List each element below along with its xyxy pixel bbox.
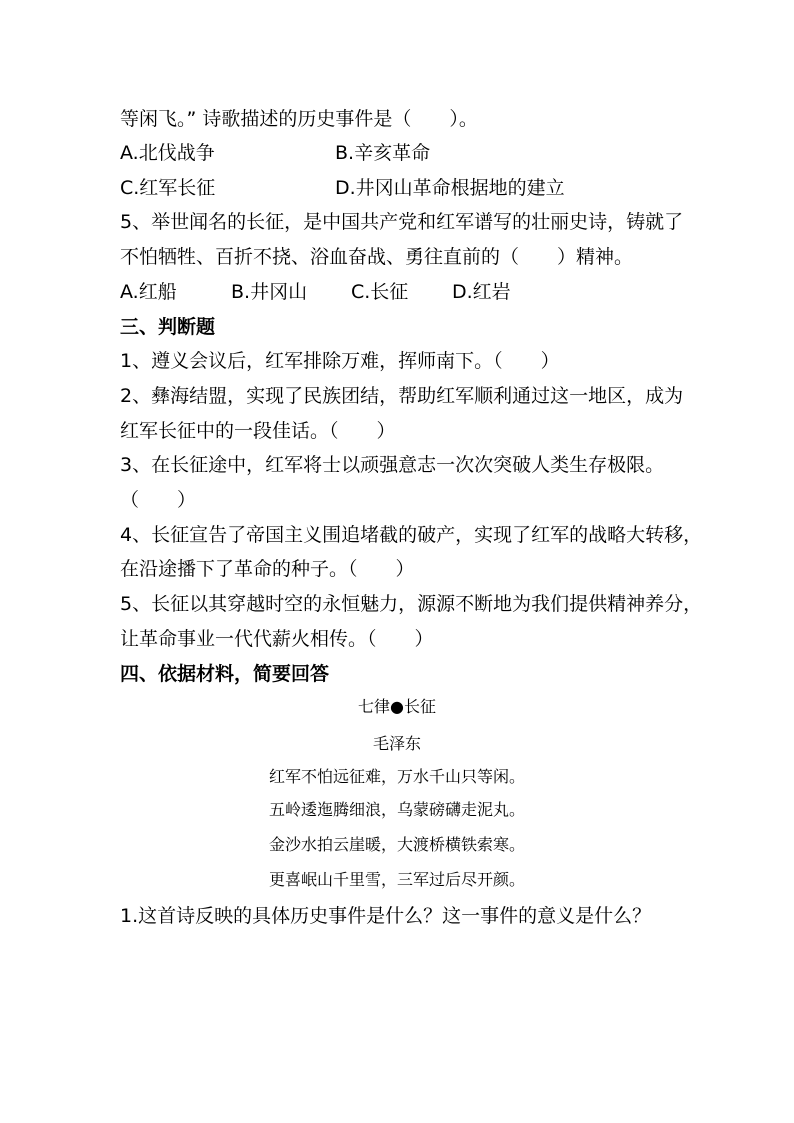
question-continuation: 等闲飞。” 诗歌描述的历史事件是（ ）。 bbox=[120, 108, 478, 130]
answer-question: 1.这首诗反映的具体历史事件是什么？这一事件的意义是什么？ bbox=[120, 905, 652, 927]
judge-item: （ ） bbox=[120, 489, 197, 511]
q5-text-line1: 5、举世闻名的长征，是中国共产党和红军谱写的壮丽史诗，铸就了 bbox=[120, 211, 684, 233]
q5-option-a: A.红船 bbox=[120, 281, 177, 303]
q5-text-line2: 不怕牺牲、百折不挠、浴血奋战、勇往直前的（ ）精神。 bbox=[120, 246, 634, 268]
judge-item: 在沿途播下了革命的种子。（ ） bbox=[120, 558, 415, 580]
judge-item: 1、遵义会议后，红军排除万难，挥师南下。（ ） bbox=[120, 350, 560, 372]
judge-item: 2、彝海结盟，实现了民族团结，帮助红军顺利通过这一地区，成为 bbox=[120, 385, 684, 407]
q4-option-c: C.红军长征 bbox=[120, 177, 216, 199]
poem-line: 金沙水拍云崖暖，大渡桥横铁索寒。 bbox=[268, 835, 525, 854]
section3-heading: 三、判断题 bbox=[120, 316, 216, 338]
poem-line: 五岭逶迤腾细浪，乌蒙磅礴走泥丸。 bbox=[268, 800, 525, 819]
section4-heading: 四、依据材料，简要回答 bbox=[120, 663, 330, 685]
q4-option-b: B.辛亥革命 bbox=[335, 142, 431, 164]
q5-option-d: D.红岩 bbox=[452, 281, 511, 303]
judge-item: 3、在长征途中，红军将士以顽强意志一次次突破人类生存极限。 bbox=[120, 454, 665, 476]
q5-option-b: B.井冈山 bbox=[231, 281, 308, 303]
q4-option-d: D.井冈山革命根据地的建立 bbox=[335, 177, 565, 199]
judge-item: 5、长征以其穿越时空的永恒魅力，源源不断地为我们提供精神养分， bbox=[120, 593, 703, 615]
judge-item: 红军长征中的一段佳话。（ ） bbox=[120, 420, 396, 442]
q5-option-c: C.长征 bbox=[351, 281, 409, 303]
q4-option-a: A.北伐战争 bbox=[120, 142, 215, 164]
judge-item: 4、长征宣告了帝国主义围追堵截的破产，实现了红军的战略大转移， bbox=[120, 524, 703, 546]
judge-item: 让革命事业一代代薪火相传。（ ） bbox=[120, 628, 434, 650]
poem-line: 更喜岷山千里雪，三军过后尽开颜。 bbox=[268, 870, 525, 889]
poem-title: 七律●长征 bbox=[358, 697, 436, 716]
poem-line: 红军不怕远征难，万水千山只等闲。 bbox=[268, 767, 525, 786]
poem-author: 毛泽东 bbox=[372, 734, 421, 753]
